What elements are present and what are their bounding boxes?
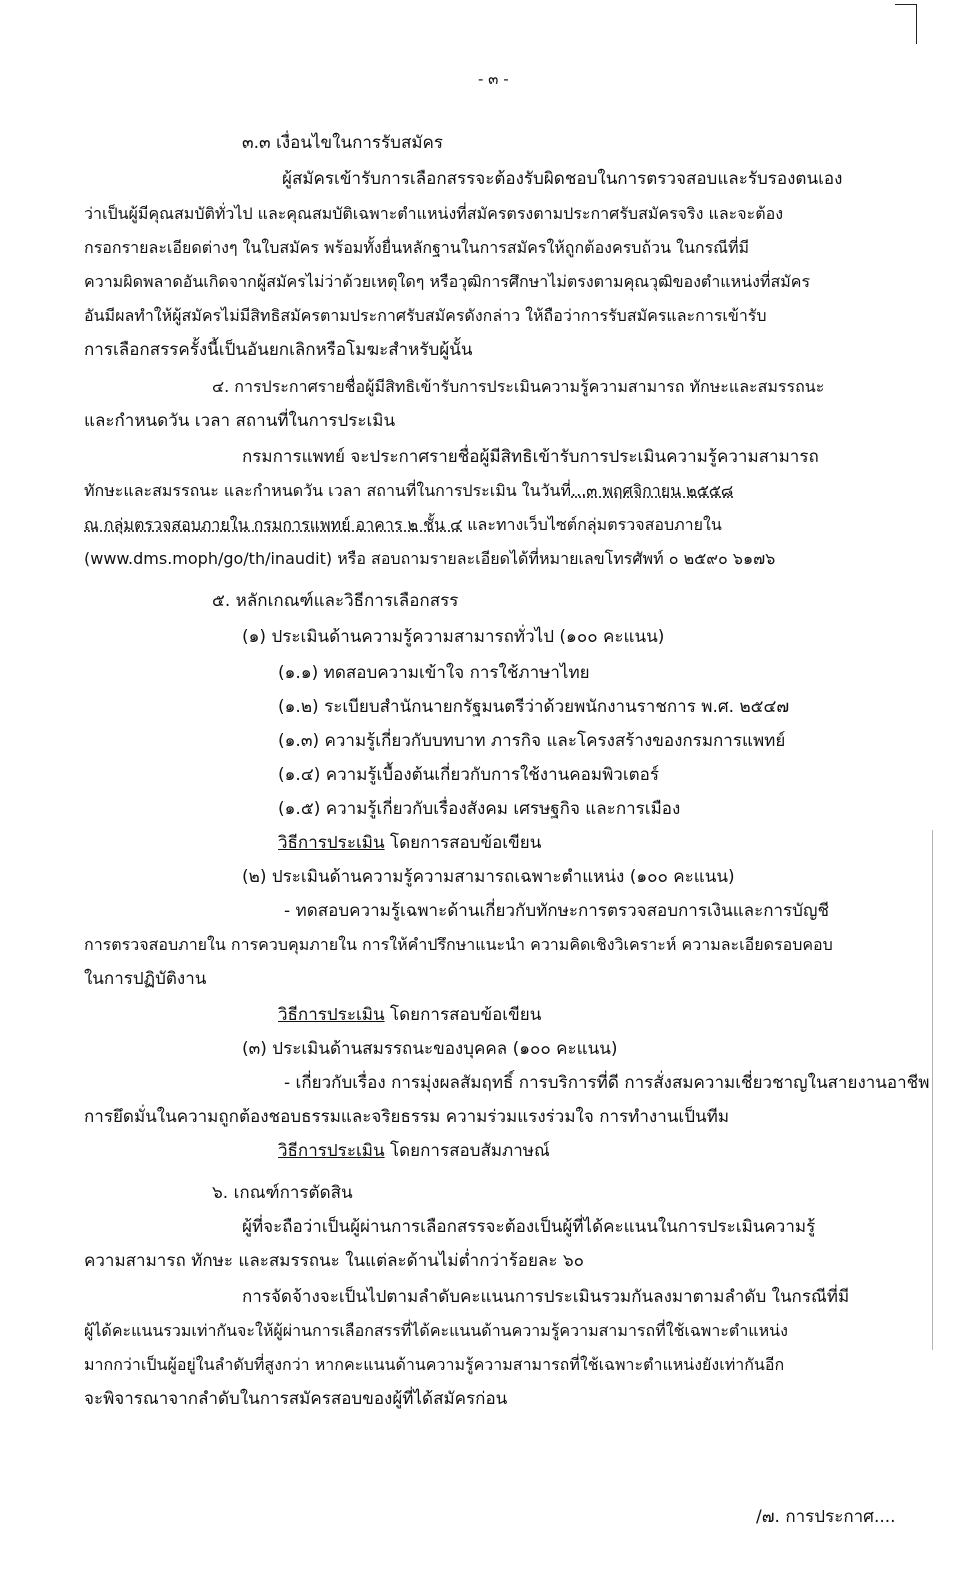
criteria-subitem: (๑.๒) ระเบียบสำนักนายกรัฐมนตรีว่าด้วยพนักงานราชการ พ.ศ. ๒๕๔๗ <box>278 697 790 717</box>
paragraph-line: ความสามารถ ทักษะ และสมรรถนะ ในแต่ละด้านไม่ต่ำกว่าร้อยละ ๖๐ <box>84 1251 585 1271</box>
assessment-method <box>278 1004 541 1026</box>
paragraph-line: อันมีผลทำให้ผู้สมัครไม่มีสิทธิสมัครตามประกาศรับสมัครดังกล่าว ให้ถือว่าการรับสมัครและการเข้ารับ <box>84 306 767 325</box>
scan-edge-top <box>895 4 917 5</box>
paragraph-line <box>84 514 722 536</box>
paragraph-line: ในการปฏิบัติงาน <box>84 969 207 989</box>
method-label: วิธีการประเมิน <box>278 1141 385 1161</box>
criteria-subitem: (๑.๑) ทดสอบความเข้าใจ การใช้ภาษาไทย <box>278 663 590 683</box>
paragraph-line: ผู้สมัครเข้ารับการเลือกสรรจะต้องรับผิดชอบในการตรวจสอบและรับรองตนเอง <box>282 169 843 189</box>
text-segment: ทักษะและสมรรถนะ และกำหนดวัน เวลา สถานที่ในการประเมิน ในวันที่ <box>84 481 572 500</box>
paragraph-line: (www.dms.moph/go/th/inaudit) หรือ สอบถามรายละเอียดได้ที่หมายเลขโทรศัพท์ ๐ ๒๕๙๐ ๖๑๗๖ <box>84 549 776 568</box>
announcement-location: ณ กลุ่มตรวจสอบภายใน กรมการแพทย์ อาคาร ๒ ชั้น ๔ <box>84 515 463 534</box>
paragraph-line: การตรวจสอบภายใน การควบคุมภายใน การให้คำปรึกษาแนะนำ ความคิดเชิงวิเคราะห์ ความละเอียดรอบคอบ <box>84 935 833 954</box>
method-text: โดยการสอบข้อเขียน <box>384 833 542 853</box>
paragraph-line <box>84 480 733 502</box>
paragraph-line: - เกี่ยวกับเรื่อง การมุ่งผลสัมฤทธิ์ การบริการที่ดี การสั่งสมความเชี่ยวชาญในสายงานอาชีพ <box>284 1073 930 1093</box>
paragraph-line: มากกว่าเป็นผู้อยู่ในลำดับที่สูงกว่า หากคะแนนด้านความรู้ความสามารถที่ใช้เฉพาะตำแหน่งยังเท่ากันอีก <box>84 1355 785 1374</box>
criteria-subitem: (๑.๔) ความรู้เบื้องต้นเกี่ยวกับการใช้งานคอมพิวเตอร์ <box>278 765 660 785</box>
section-4-heading-cont: และกำหนดวัน เวลา สถานที่ในการประเมิน <box>84 411 396 431</box>
paragraph-line: - ทดสอบความรู้เฉพาะด้านเกี่ยวกับทักษะการตรวจสอบการเงินและการบัญชี <box>284 901 829 921</box>
section-6-heading: ๖. เกณฑ์การตัดสิน <box>212 1183 353 1203</box>
paragraph-line: การเลือกสรรครั้งนี้เป็นอันยกเลิกหรือโมฆะสำหรับผู้นั้น <box>84 340 473 360</box>
continuation-note: /๗. การประกาศ.... <box>756 1507 896 1527</box>
criteria-subitem: (๑.๓) ความรู้เกี่ยวกับบทบาท ภารกิจ และโครงสร้างของกรมการแพทย์ <box>278 731 786 751</box>
paragraph-line: ผู้ได้คะแนนรวมเท่ากันจะให้ผู้ผ่านการเลือกสรรที่ได้คะแนนด้านความรู้ความสามารถที่ใช้เฉพาะตำแหน่ง <box>84 1321 788 1340</box>
paragraph-line: ว่าเป็นผู้มีคุณสมบัติทั่วไป และคุณสมบัติเฉพาะตำแหน่งที่สมัครตรงตามประกาศรับสมัครจริง และจะต้อง <box>84 204 784 223</box>
section-4-heading: ๔. การประกาศรายชื่อผู้มีสิทธิเข้ารับการประเมินความรู้ความสามารถ ทักษะและสมรรถนะ <box>212 377 825 396</box>
paragraph-line: การยึดมั่นในความถูกต้องชอบธรรมและจริยธรรม ความร่วมแรงร่วมใจ การทำงานเป็นทีม <box>84 1107 730 1127</box>
text-segment: และทางเว็บไซต์กลุ่มตรวจสอบภายใน <box>462 515 722 534</box>
assessment-method <box>278 1140 550 1162</box>
paragraph-line: ผู้ที่จะถือว่าเป็นผู้ผ่านการเลือกสรรจะต้องเป็นผู้ที่ได้คะแนนในการประเมินความรู้ <box>242 1217 816 1237</box>
method-label: วิธีการประเมิน <box>278 1005 385 1025</box>
paragraph-line: กรอกรายละเอียดต่างๆ ในใบสมัคร พร้อมทั้งยื่นหลักฐานในการสมัครให้ถูกต้องครบถ้วน ในกรณีที่มี <box>84 238 750 257</box>
section-3-3-heading: ๓.๓ เงื่อนไขในการรับสมัคร <box>242 133 444 153</box>
paragraph-line: ความผิดพลาดอันเกิดจากผู้สมัครไม่ว่าด้วยเหตุใดๆ หรือวุฒิการศึกษาไม่ตรงตามคุณวุฒิของตำแหน่งที่สมัคร <box>84 272 811 291</box>
announcement-date: ...๓ พฤศจิกายน ๒๕๕๘ <box>571 481 734 500</box>
assessment-method <box>278 832 541 854</box>
criteria-item: (๑) ประเมินด้านความรู้ความสามารถทั่วไป (๑๐๐ คะแนน) <box>242 627 665 647</box>
paragraph-line: กรมการแพทย์ จะประกาศรายชื่อผู้มีสิทธิเข้ารับการประเมินความรู้ความสามารถ <box>242 447 819 467</box>
scan-edge-right-lower <box>932 830 933 1350</box>
section-5-heading: ๕. หลักเกณฑ์และวิธีการเลือกสรร <box>212 591 459 611</box>
criteria-subitem: (๑.๕) ความรู้เกี่ยวกับเรื่องสังคม เศรษฐกิจ และการเมือง <box>278 799 681 819</box>
criteria-item: (๓) ประเมินด้านสมรรถนะของบุคคล (๑๐๐ คะแนน) <box>242 1039 618 1059</box>
scan-edge-right <box>916 4 917 44</box>
criteria-item: (๒) ประเมินด้านความรู้ความสามารถเฉพาะตำแหน่ง (๑๐๐ คะแนน) <box>242 867 735 887</box>
method-text: โดยการสอบข้อเขียน <box>384 1005 542 1025</box>
page-number: - ๓ - <box>478 70 509 88</box>
paragraph-line: จะพิจารณาจากลำดับในการสมัครสอบของผู้ที่ได้สมัครก่อน <box>84 1389 508 1409</box>
method-text: โดยการสอบสัมภาษณ์ <box>384 1141 550 1161</box>
paragraph-line: การจัดจ้างจะเป็นไปตามลำดับคะแนนการประเมินรวมกันลงมาตามลำดับ ในกรณีที่มี <box>242 1287 850 1307</box>
method-label: วิธีการประเมิน <box>278 833 385 853</box>
